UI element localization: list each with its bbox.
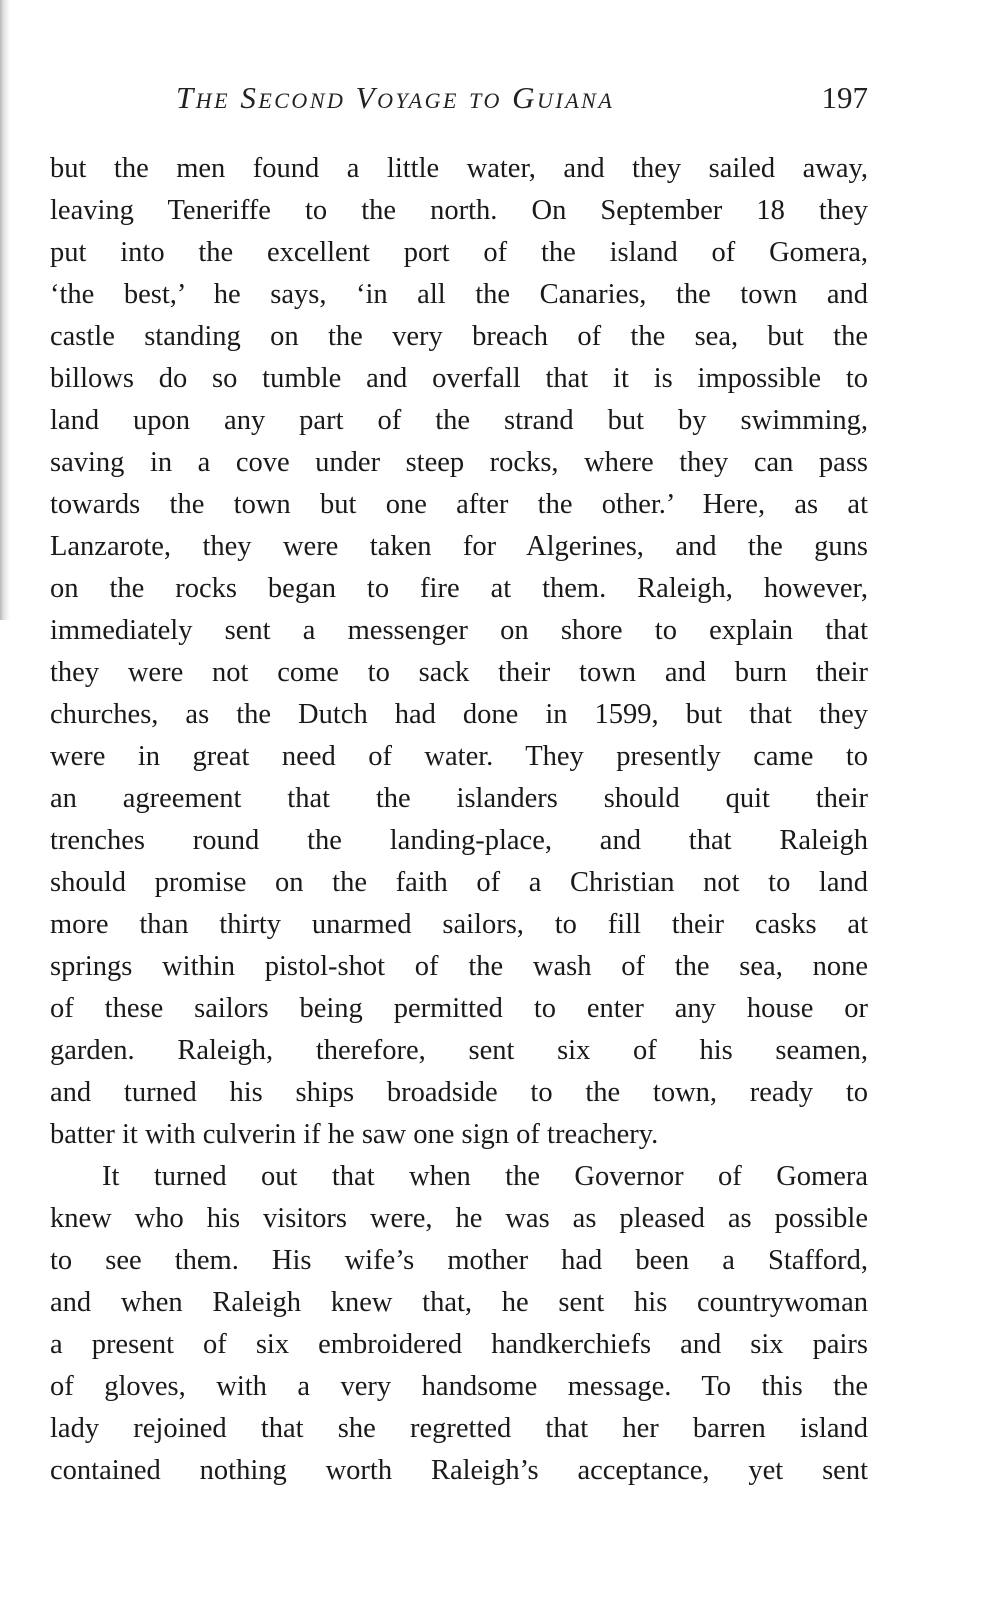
text-line: an agreement that the islanders should quit their (50, 783, 868, 814)
text-line: a present of six embroidered handkerchiefs and six pairs (50, 1329, 868, 1360)
text-line: of gloves, with a very handsome message. To this the (50, 1371, 868, 1402)
running-head: The Second Voyage to Guiana (176, 80, 615, 115)
paragraph-end-line: batter it with culverin if he saw one sign of treachery. (50, 1119, 659, 1150)
text-line: ‘the best,’ he says, ‘in all the Canaries, the town and (50, 279, 868, 310)
text-line: churches, as the Dutch had done in 1599, but that they (50, 699, 868, 730)
text-line: and turned his ships broadside to the town, ready to (50, 1077, 868, 1108)
text-line: immediately sent a messenger on shore to explain that (50, 615, 868, 646)
text-line: Lanzarote, they were taken for Algerines, and the guns (50, 531, 868, 562)
page-number: 197 (821, 80, 868, 115)
text-line: billows do so tumble and overfall that it is impossible to (50, 363, 868, 394)
text-line: and when Raleigh knew that, he sent his countrywoman (50, 1287, 868, 1318)
text-line: trenches round the landing-place, and that Raleigh (50, 825, 868, 856)
text-line: to see them. His wife’s mother had been a Stafford, (50, 1245, 868, 1276)
paragraph-start-line: It turned out that when the Governor of Gomera (102, 1161, 868, 1192)
body-text (50, 148, 868, 1492)
text-line: were in great need of water. They presently came to (50, 741, 868, 772)
text-line: they were not come to sack their town and burn their (50, 657, 868, 688)
text-line: castle standing on the very breach of the sea, but the (50, 321, 868, 352)
text-line: more than thirty unarmed sailors, to fill their casks at (50, 909, 868, 940)
page-edge-shadow (0, 0, 10, 620)
text-line: on the rocks began to fire at them. Raleigh, however, (50, 573, 868, 604)
text-line: should promise on the faith of a Christian not to land (50, 867, 868, 898)
text-line: springs within pistol-shot of the wash of the sea, none (50, 951, 868, 982)
text-line: knew who his visitors were, he was as pleased as possible (50, 1203, 868, 1234)
text-line: garden. Raleigh, therefore, sent six of his seamen, (50, 1035, 868, 1066)
page-header (50, 80, 868, 124)
text-line: saving in a cove under steep rocks, where they can pass (50, 447, 868, 478)
text-line: of these sailors being permitted to enter any house or (50, 993, 868, 1024)
text-line: lady rejoined that she regretted that her barren island (50, 1413, 868, 1444)
text-line: put into the excellent port of the island of Gomera, (50, 237, 868, 268)
text-line: but the men found a little water, and they sailed away, (50, 153, 868, 184)
text-line: leaving Teneriffe to the north. On September 18 they (50, 195, 868, 226)
text-line: contained nothing worth Raleigh’s acceptance, yet sent (50, 1455, 868, 1486)
text-line: land upon any part of the strand but by swimming, (50, 405, 868, 436)
text-line: towards the town but one after the other.’ Here, as at (50, 489, 868, 520)
